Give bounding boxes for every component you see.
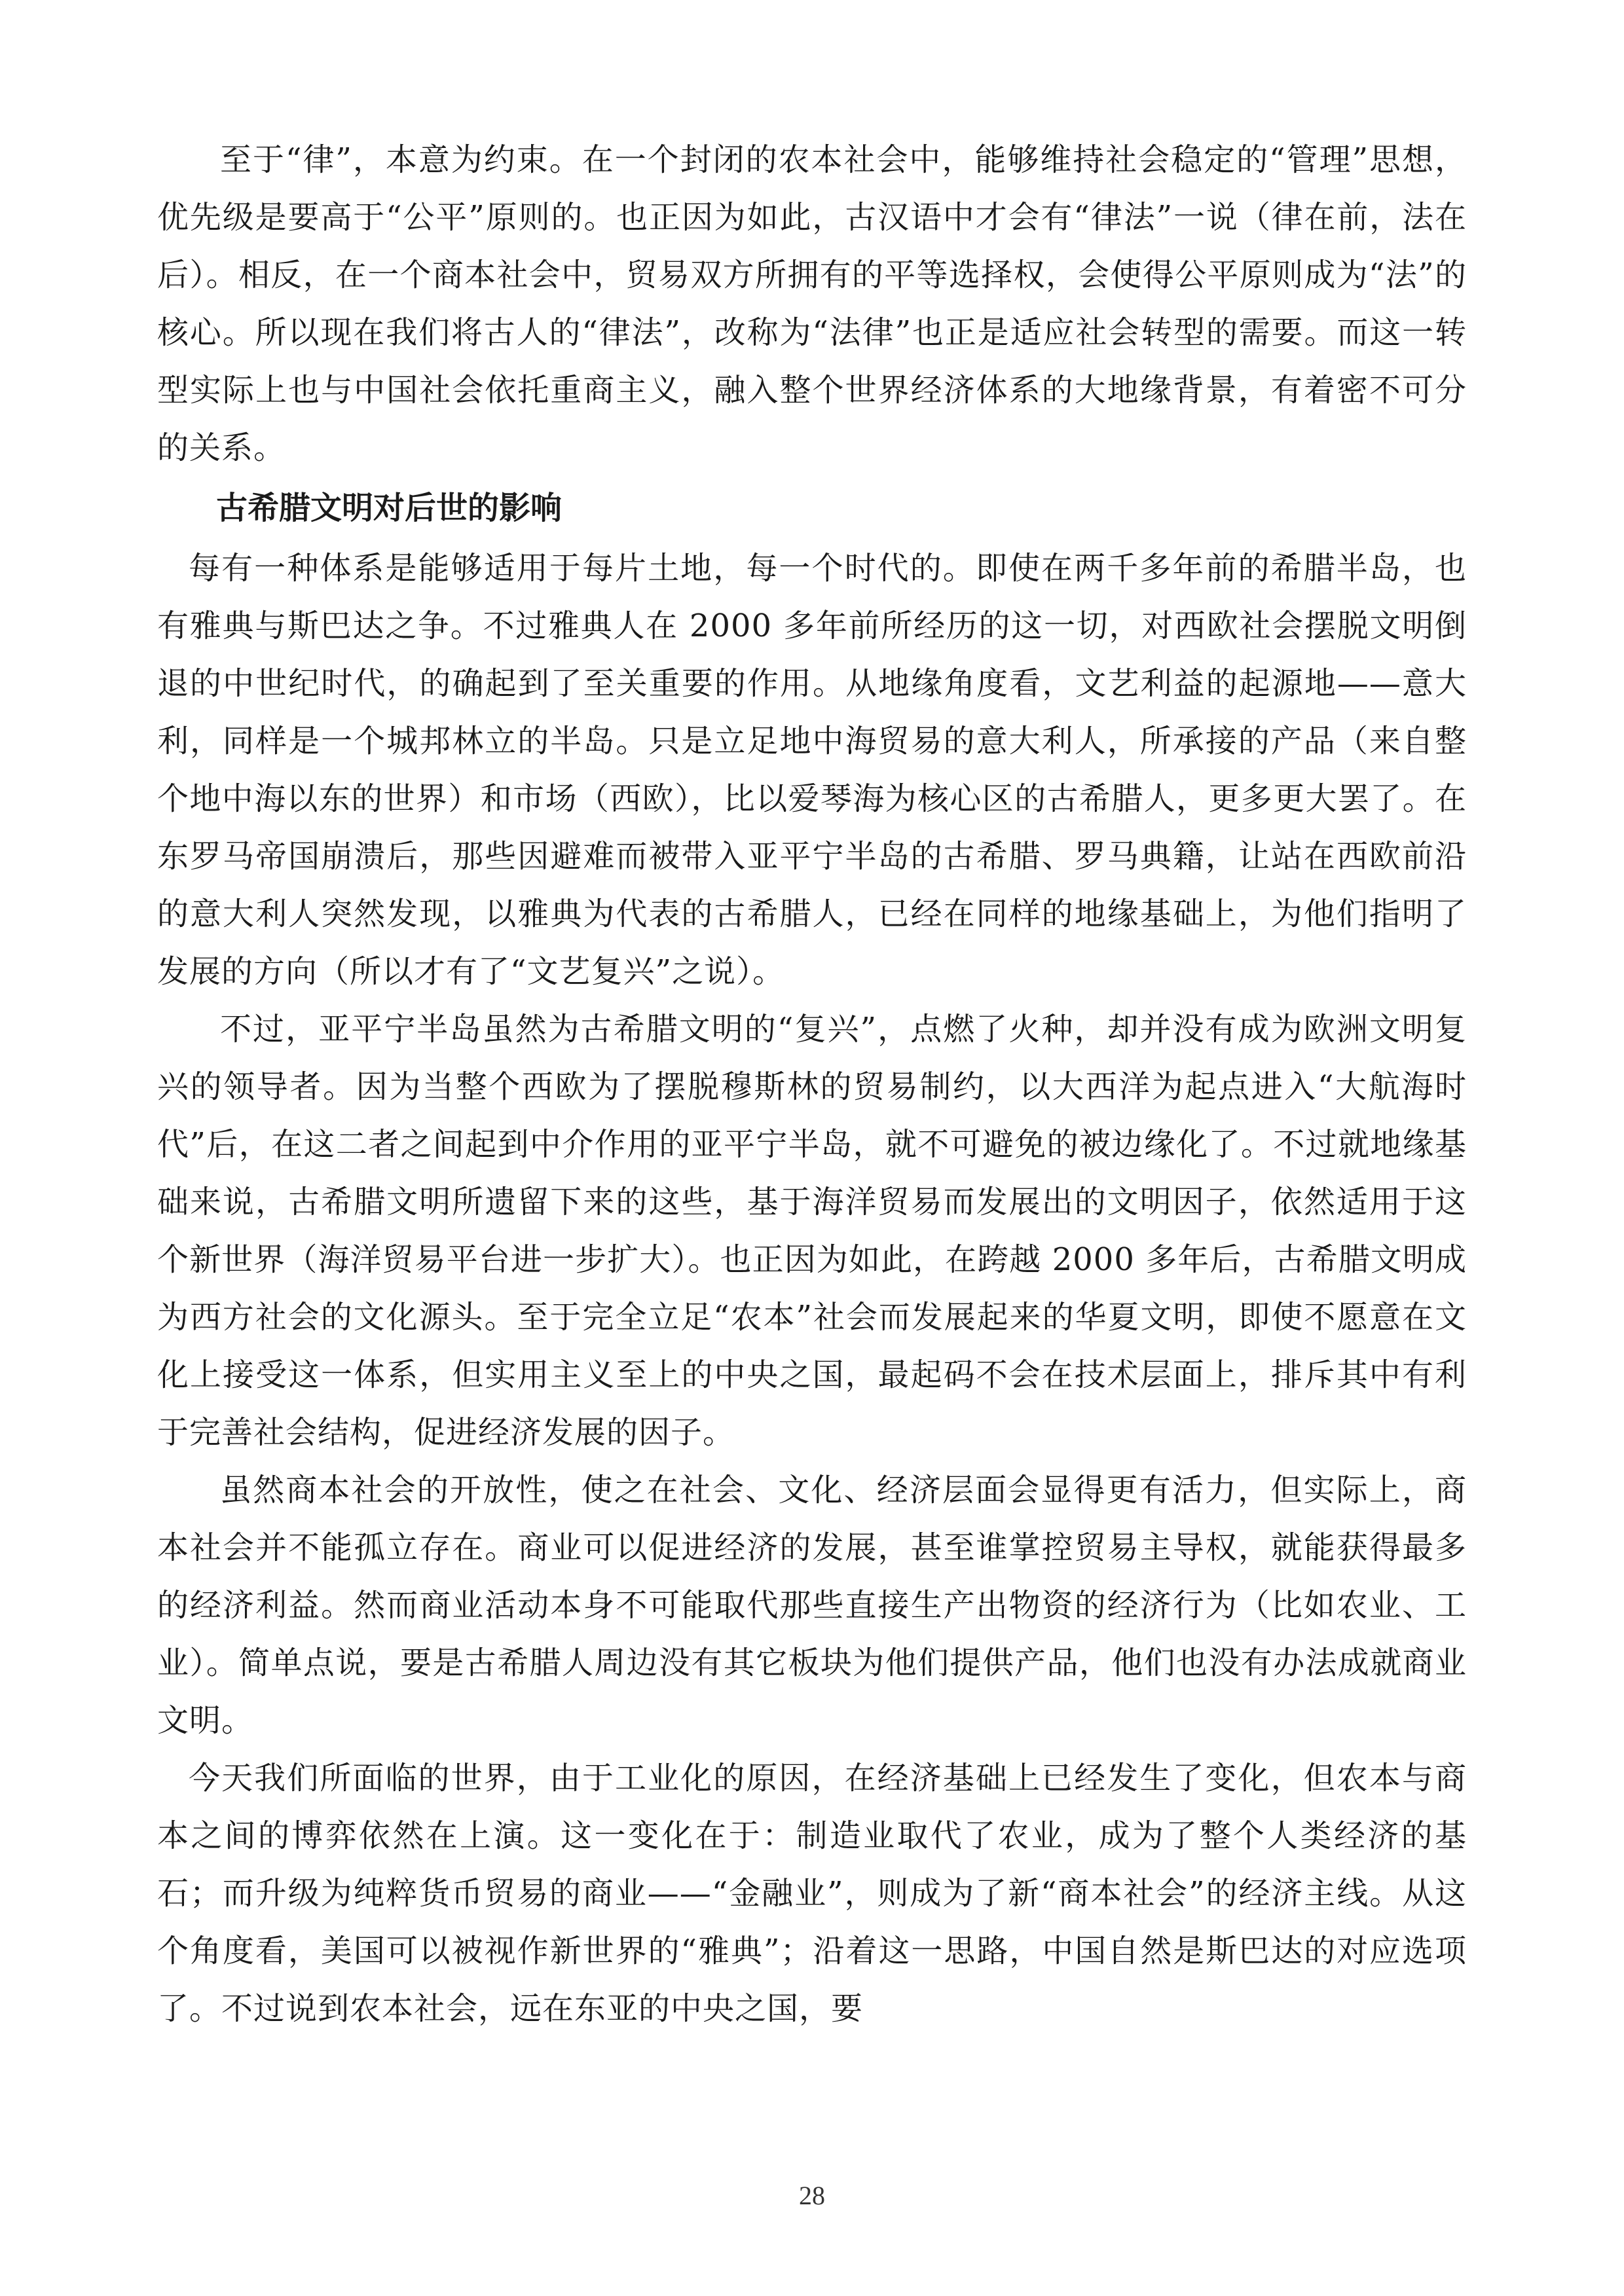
section-heading: 古希腊文明对后世的影响 [216,490,563,526]
paragraph-apennine-peninsula: 不过，亚平宁半岛虽然为古希腊文明的“复兴”，点燃了火种，却并没有成为欧洲文明复兴的领导者。因为当整个西欧为了摆脱穆斯林的贸易制约，以大西洋为起点进入“大航海时代”后，在这二者之间起到中介作用的亚平宁半岛，就不可避免的被边缘化了。不过就地缘基础来说，古希腊文明所遗留下来的这些，基于海洋贸易而发展出的文明因子，依然适用于这个新世界（海洋贸易平台进一步扩大）。也正因为如此，在跨越 2000 多年后，古希腊文明成为西方社会的文化源头。至于完全立足“农本”社会而发展起来的华夏文明，即使不愿意在文化上接受这一体系，但实用主义至上的中央之国，最起码不会在技术层面上，排斥其中有利于完善社会结构，促进经济发展的因子。 [157,1011,1467,1451]
paragraph-modern-world: 今天我们所面临的世界，由于工业化的原因，在经济基础上已经发生了变化，但农本与商本之间的博弈依然在上演。这一变化在于：制造业取代了农业，成为了整个人类经济的基石；而升级为纯粹货币贸易的商业——“金融业”，则成为了新“商本社会”的经济主线。从这个角度看，美国可以被视作新世界的“雅典”；沿着这一思路，中国自然是斯巴达的对应选项了。不过说到农本社会，远在东亚的中央之国，要 [157,1760,1467,2027]
paragraph-greek-influence: 每有一种体系是能够适用于每片土地，每一个时代的。即使在两千多年前的希腊半岛，也有雅典与斯巴达之争。不过雅典人在 2000 多年前所经历的这一切，对西欧社会摆脱文明倒退的中世纪时代，的确起到了至关重要的作用。从地缘角度看，文艺利益的起源地——意大利，同样是一个城邦林立的半岛。只是立足地中海贸易的意大利人，所承接的产品（来自整个地中海以东的世界）和市场（西欧），比以爱琴海为核心区的古希腊人，更多更大罢了。在东罗马帝国崩溃后，那些因避难而被带入亚平宁半岛的古希腊、罗马典籍，让站在西欧前沿的意大利人突然发现，以雅典为代表的古希腊人，已经在同样的地缘基础上，为他们指明了发展的方向（所以才有了“文艺复兴”之说）。 [157,550,1467,990]
paragraph-commercial-society: 虽然商本社会的开放性，使之在社会、文化、经济层面会显得更有活力，但实际上，商本社会并不能孤立存在。商业可以促进经济的发展，甚至谁掌控贸易主导权，就能获得最多的经济利益。然而商业活动本身不可能取代那些直接生产出物资的经济行为（比如农业、工业）。简单点说，要是古希腊人周边没有其它板块为他们提供产品，他们也没有办法成就商业文明。 [157,1472,1467,1739]
document-body [157,131,1467,2037]
paragraph-law-meaning: 至于“律”，本意为约束。在一个封闭的农本社会中，能够维持社会稳定的“管理”思想，优先级是要高于“公平”原则的。也正因为如此，古汉语中才会有“律法”一说（律在前，法在后）。相反，在一个商本社会中，贸易双方所拥有的平等选择权，会使得公平原则成为“法”的核心。所以现在我们将古人的“律法”，改称为“法律”也正是适应社会转型的需要。而这一转型实际上也与中国社会依托重商主义，融入整个世界经济体系的大地缘背景，有着密不可分的关系。 [157,141,1467,466]
page-number: 28 [799,2181,825,2210]
